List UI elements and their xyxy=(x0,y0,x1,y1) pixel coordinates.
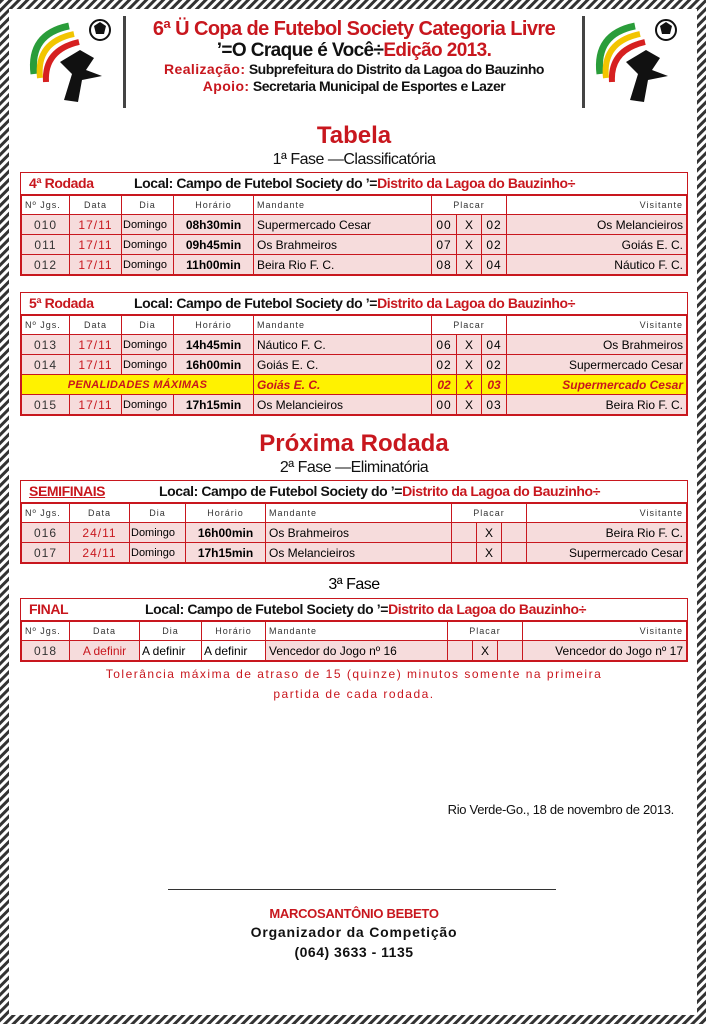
game-date: 17/11 xyxy=(70,335,122,355)
venue-prefix: Local: Campo de Futebol Society do ’= xyxy=(134,295,378,311)
col-jogo: Nº Jgs. xyxy=(22,504,70,523)
game-time: 14h45min xyxy=(174,335,254,355)
header-realizacao xyxy=(128,61,580,78)
home-team: Os Brahmeiros xyxy=(254,235,432,255)
tournament-logo xyxy=(24,14,118,106)
tournament-logo xyxy=(590,14,684,106)
game-number: 015 xyxy=(22,395,70,415)
game-time: 16h00min xyxy=(186,523,266,543)
col-data: Data xyxy=(70,316,122,335)
away-score: 02 xyxy=(482,215,507,235)
home-score: 00 xyxy=(432,395,457,415)
game-number: 013 xyxy=(22,335,70,355)
column-header-row xyxy=(22,196,687,215)
penalty-row xyxy=(22,375,687,395)
home-team: Os Brahmeiros xyxy=(266,523,452,543)
game-number: 011 xyxy=(22,235,70,255)
score-separator: X xyxy=(457,235,482,255)
place-date: Rio Verde-Go., 18 de novembro de 2013. xyxy=(447,802,674,817)
venue-prefix: Local: Campo de Futebol Society do ’= xyxy=(145,601,389,617)
home-score: 06 xyxy=(432,335,457,355)
score-separator: X xyxy=(457,215,482,235)
round4-label: 4ª Rodada xyxy=(29,175,94,191)
away-score xyxy=(502,543,527,563)
round5-header xyxy=(21,293,687,315)
col-horario: Horário xyxy=(174,316,254,335)
col-data: Data xyxy=(70,196,122,215)
final-venue xyxy=(145,599,586,620)
col-dia: Dia xyxy=(140,622,202,641)
game-time: 08h30min xyxy=(174,215,254,235)
game-date: 17/11 xyxy=(70,235,122,255)
away-team: Os Brahmeiros xyxy=(507,335,687,355)
home-score: 07 xyxy=(432,235,457,255)
score-separator: X xyxy=(473,641,498,661)
game-time: A definir xyxy=(202,641,266,661)
phase3-title: 3ª Fase xyxy=(328,576,380,593)
header-text xyxy=(128,18,580,95)
col-placar: Placar xyxy=(432,196,507,215)
away-team: Vencedor do Jogo nº 17 xyxy=(523,641,687,661)
game-day: A definir xyxy=(140,641,202,661)
home-team: Beira Rio F. C. xyxy=(254,255,432,275)
away-team: Supermercado Cesar xyxy=(507,355,687,375)
home-team: Vencedor do Jogo nº 16 xyxy=(266,641,448,661)
away-team: Os Melancieiros xyxy=(507,215,687,235)
game-number: 010 xyxy=(22,215,70,235)
col-jogo: Nº Jgs. xyxy=(22,196,70,215)
away-score xyxy=(502,523,527,543)
game-number: 016 xyxy=(22,523,70,543)
col-mandante: Mandante xyxy=(266,504,452,523)
col-visitante: Visitante xyxy=(507,316,687,335)
game-time: 17h15min xyxy=(174,395,254,415)
round4-header xyxy=(21,173,687,195)
home-team: Os Melancieiros xyxy=(254,395,432,415)
game-day: Domingo xyxy=(122,235,174,255)
away-team: Supermercado Cesar xyxy=(527,543,687,563)
home-team: Goiás E. C. xyxy=(254,355,432,375)
table-row xyxy=(22,395,687,415)
score-separator: X xyxy=(477,543,502,563)
round4-venue xyxy=(134,173,575,194)
header xyxy=(20,12,688,114)
col-jogo: Nº Jgs. xyxy=(22,316,70,335)
table-row xyxy=(22,543,687,563)
away-score xyxy=(498,641,523,661)
score-separator: X xyxy=(457,395,482,415)
col-jogo: Nº Jgs. xyxy=(22,622,70,641)
game-number: 018 xyxy=(22,641,70,661)
away-team: Goiás E. C. xyxy=(507,235,687,255)
next-round-title: Próxima Rodada xyxy=(259,430,449,457)
signature-role: Organizador da Competição xyxy=(250,924,458,940)
away-score: 03 xyxy=(482,395,507,415)
col-horario: Horário xyxy=(186,504,266,523)
col-dia: Dia xyxy=(122,316,174,335)
round5-venue xyxy=(134,293,575,314)
col-mandante: Mandante xyxy=(254,316,432,335)
home-score xyxy=(448,641,473,661)
game-number: 014 xyxy=(22,355,70,375)
col-mandante: Mandante xyxy=(254,196,432,215)
table-row xyxy=(22,235,687,255)
col-visitante: Visitante xyxy=(523,622,687,641)
col-horario: Horário xyxy=(202,622,266,641)
header-apoio xyxy=(128,78,580,95)
table-row xyxy=(22,355,687,375)
table-row xyxy=(22,215,687,235)
round5-table xyxy=(20,292,688,416)
away-score: 02 xyxy=(482,355,507,375)
game-time: 09h45min xyxy=(174,235,254,255)
home-score: 08 xyxy=(432,255,457,275)
note-line-2: partida de cada rodada. xyxy=(273,687,435,701)
tolerance-note xyxy=(20,664,688,704)
final-header xyxy=(21,599,687,621)
game-date: 24/11 xyxy=(70,523,130,543)
game-date: 24/11 xyxy=(70,543,130,563)
header-title: 6ª Ü Copa de Futebol Society Categoria Livre xyxy=(152,18,556,40)
col-dia: Dia xyxy=(122,196,174,215)
table-row xyxy=(22,335,687,355)
col-visitante: Visitante xyxy=(527,504,687,523)
semifinals-header xyxy=(21,481,687,503)
penalty-away-team: Supermercado Cesar xyxy=(507,375,687,395)
final-table xyxy=(20,598,688,662)
column-header-row xyxy=(22,316,687,335)
column-header-row xyxy=(22,504,687,523)
semifinals-label: SEMIFINAIS xyxy=(29,483,106,499)
game-day: Domingo xyxy=(130,543,186,563)
table-row xyxy=(22,641,687,661)
slogan-text: ’=O Craque é Você÷ xyxy=(216,40,384,61)
game-date: 17/11 xyxy=(70,255,122,275)
game-number: 012 xyxy=(22,255,70,275)
home-score xyxy=(452,523,477,543)
game-day: Domingo xyxy=(122,215,174,235)
col-placar: Placar xyxy=(452,504,527,523)
edition-text: Edição 2013. xyxy=(383,40,492,61)
apoio-value: Secretaria Municipal de Esportes e Lazer xyxy=(252,78,506,94)
penalty-label: PENALIDADES MÁXIMAS xyxy=(22,375,254,395)
venue-prefix: Local: Campo de Futebol Society do ’= xyxy=(159,483,403,499)
realizacao-label: Realização: xyxy=(164,61,246,77)
page-title: Tabela xyxy=(316,122,392,149)
home-team: Náutico F. C. xyxy=(254,335,432,355)
away-score: 04 xyxy=(482,255,507,275)
game-time: 16h00min xyxy=(174,355,254,375)
semifinals-table xyxy=(20,480,688,564)
game-day: Domingo xyxy=(130,523,186,543)
col-placar: Placar xyxy=(448,622,523,641)
penalty-separator: X xyxy=(457,375,482,395)
score-separator: X xyxy=(457,335,482,355)
away-team: Náutico F. C. xyxy=(507,255,687,275)
col-mandante: Mandante xyxy=(266,622,448,641)
game-date: 17/11 xyxy=(70,355,122,375)
game-time: 17h15min xyxy=(186,543,266,563)
semifinals-venue xyxy=(159,481,600,502)
signature-name: MARCOSANTÔNIO BEBETO xyxy=(269,906,439,921)
header-divider-right xyxy=(582,16,585,108)
apoio-label: Apoio: xyxy=(202,78,250,94)
round4-table xyxy=(20,172,688,276)
away-score: 04 xyxy=(482,335,507,355)
col-data: Data xyxy=(70,622,140,641)
col-horario: Horário xyxy=(174,196,254,215)
game-time: 11h00min xyxy=(174,255,254,275)
game-day: Domingo xyxy=(122,255,174,275)
venue-name: Distrito da Lagoa do Bauzinho÷ xyxy=(402,483,600,499)
penalty-home-team: Goiás E. C. xyxy=(254,375,432,395)
penalty-home-score: 02 xyxy=(432,375,457,395)
penalty-away-score: 03 xyxy=(482,375,507,395)
game-number: 017 xyxy=(22,543,70,563)
col-dia: Dia xyxy=(130,504,186,523)
game-day: Domingo xyxy=(122,355,174,375)
score-separator: X xyxy=(477,523,502,543)
game-day: Domingo xyxy=(122,335,174,355)
game-date: A definir xyxy=(70,641,140,661)
header-divider-left xyxy=(123,16,126,108)
table-row xyxy=(22,523,687,543)
game-date: 17/11 xyxy=(70,215,122,235)
note-line-1: Tolerância máxima de atraso de 15 (quinze) minutos somente na primeira xyxy=(105,667,603,681)
game-date: 17/11 xyxy=(70,395,122,415)
score-separator: X xyxy=(457,255,482,275)
away-team: Beira Rio F. C. xyxy=(507,395,687,415)
col-visitante: Visitante xyxy=(507,196,687,215)
signature-line xyxy=(168,889,556,890)
phase1-title: 1ª Fase —Classificatória xyxy=(272,151,436,168)
signature-phone: (064) 3633 - 1135 xyxy=(294,944,414,960)
venue-name: Distrito da Lagoa do Bauzinho÷ xyxy=(377,175,575,191)
col-placar: Placar xyxy=(432,316,507,335)
venue-name: Distrito da Lagoa do Bauzinho÷ xyxy=(388,601,586,617)
venue-name: Distrito da Lagoa do Bauzinho÷ xyxy=(377,295,575,311)
final-label: FINAL xyxy=(29,601,69,617)
away-score: 02 xyxy=(482,235,507,255)
home-team: Os Melancieiros xyxy=(266,543,452,563)
score-separator: X xyxy=(457,355,482,375)
away-team: Beira Rio F. C. xyxy=(527,523,687,543)
game-day: Domingo xyxy=(122,395,174,415)
home-score: 00 xyxy=(432,215,457,235)
table-row xyxy=(22,255,687,275)
home-score xyxy=(452,543,477,563)
venue-prefix: Local: Campo de Futebol Society do ’= xyxy=(134,175,378,191)
header-slogan xyxy=(128,40,580,61)
column-header-row xyxy=(22,622,687,641)
col-data: Data xyxy=(70,504,130,523)
phase2-title: 2ª Fase —Eliminatória xyxy=(279,459,429,476)
realizacao-value: Subprefeitura do Distrito da Lagoa do Bauzinho xyxy=(248,61,544,77)
round5-label: 5ª Rodada xyxy=(29,295,94,311)
home-score: 02 xyxy=(432,355,457,375)
home-team: Supermercado Cesar xyxy=(254,215,432,235)
